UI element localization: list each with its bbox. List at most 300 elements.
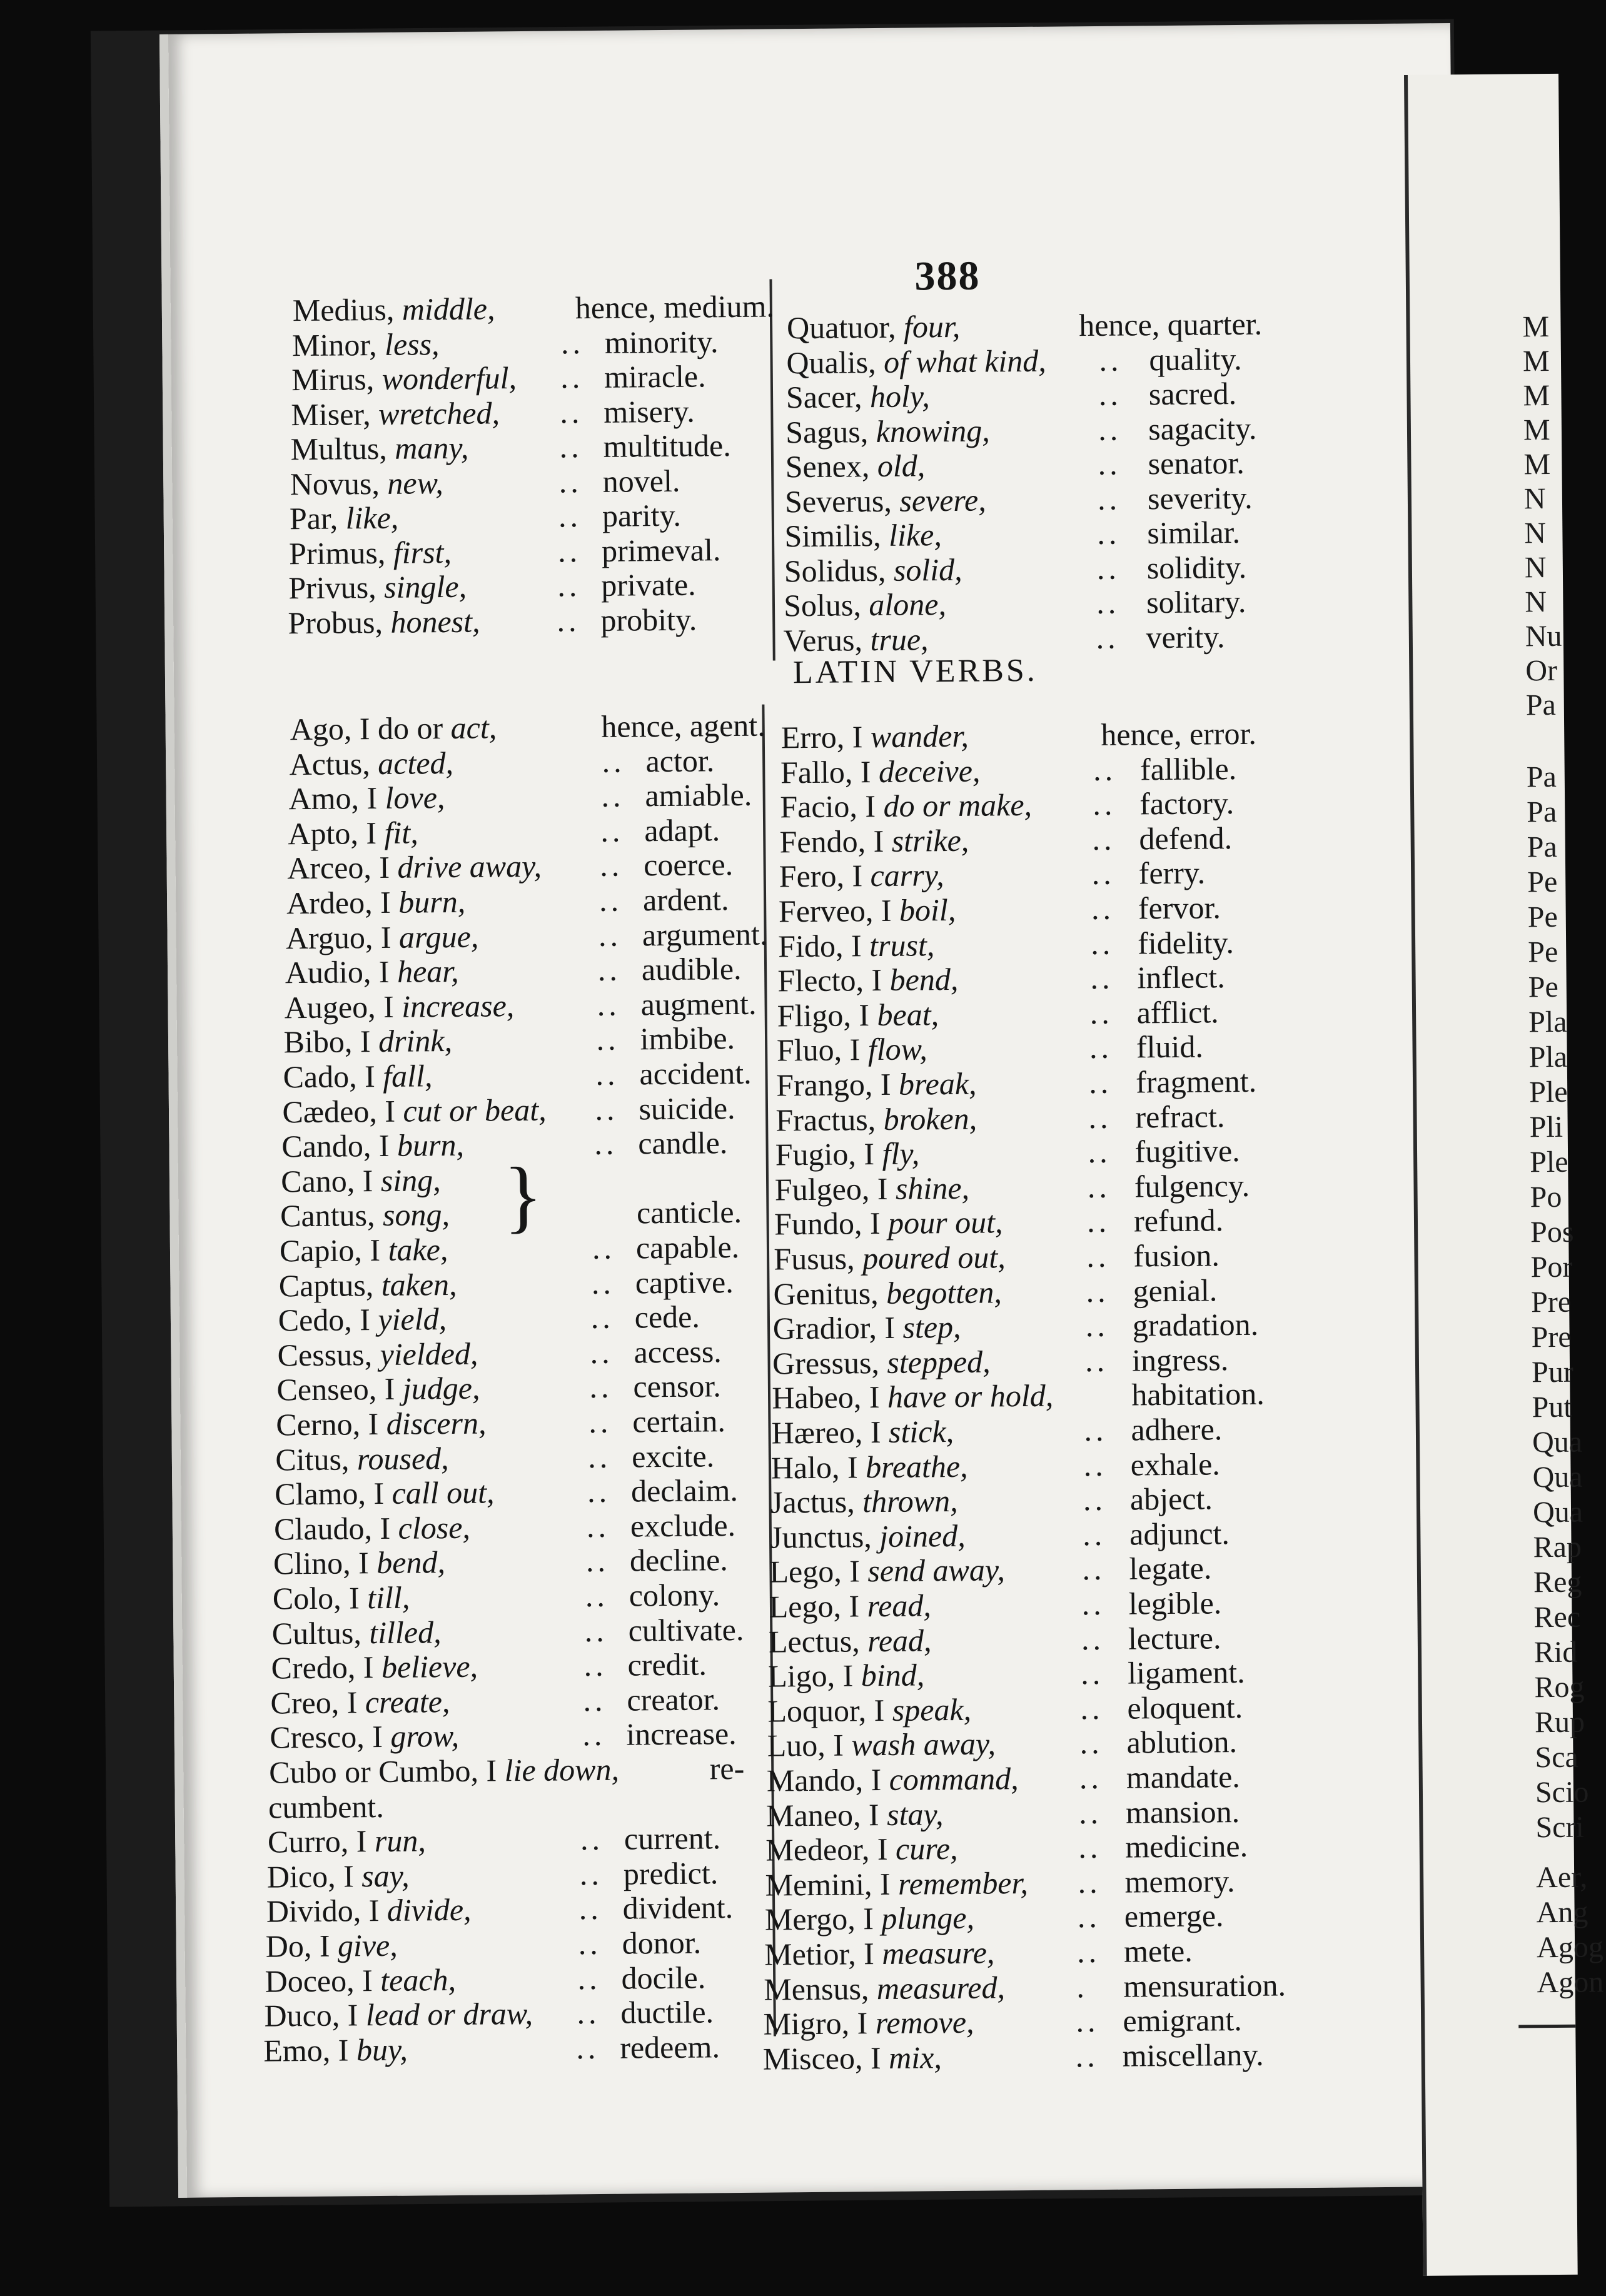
- english-gloss: remember,: [897, 1865, 1029, 1901]
- dictionary-entry: [269, 1751, 744, 1790]
- leader-dots: ..: [599, 847, 624, 884]
- english-gloss: less,: [384, 326, 440, 362]
- dictionary-entry: [764, 1966, 1286, 2007]
- dictionary-entry: [777, 959, 1253, 999]
- english-gloss: stepped,: [887, 1344, 991, 1380]
- entry-word: [286, 884, 466, 920]
- latin-head: Emo, I: [263, 2032, 349, 2068]
- entry-word: [265, 1962, 456, 1999]
- english-gloss: wonderful,: [381, 360, 517, 396]
- leader-dots: ..: [592, 1230, 616, 1266]
- dictionary-entry: [278, 1299, 754, 1338]
- english-derivative: misery.: [604, 393, 695, 430]
- latin-head: Bibo, I: [283, 1024, 371, 1060]
- english-gloss: flow,: [867, 1031, 927, 1067]
- english-gloss: acted,: [377, 745, 454, 781]
- english-gloss: many,: [395, 430, 469, 466]
- english-gloss: discern,: [386, 1405, 487, 1441]
- leader-dots: ..: [583, 1682, 607, 1718]
- entry-word: [286, 919, 479, 955]
- latin-head: Gradior, I: [772, 1310, 896, 1346]
- leader-dots: ..: [559, 429, 583, 465]
- english-derivative: mansion.: [1125, 1793, 1240, 1830]
- english-derivative: ingress.: [1131, 1341, 1229, 1378]
- dictionary-entry: [265, 1925, 740, 1964]
- english-derivative: medicine.: [1125, 1828, 1248, 1865]
- leader-dots: ..: [1075, 2038, 1099, 2074]
- latin-head: Mergo, I: [764, 1901, 874, 1938]
- dictionary-entry: [764, 1933, 1240, 1972]
- english-derivative: credit.: [627, 1646, 707, 1683]
- dictionary-entry: [777, 1029, 1252, 1068]
- leader-dots: .: [1076, 1968, 1089, 2004]
- leader-dots: ..: [1098, 411, 1122, 447]
- leader-dots: ..: [1078, 1795, 1103, 1830]
- leader-dots: ..: [1082, 1516, 1106, 1553]
- latin-head: Creo, I: [270, 1684, 358, 1721]
- english-gloss: remove,: [875, 2004, 974, 2041]
- dictionary-entry: [270, 1681, 745, 1721]
- dictionary-entry: [779, 855, 1255, 894]
- english-derivative: miscellany.: [1122, 2037, 1264, 2073]
- english-gloss: wash away,: [851, 1726, 996, 1763]
- latin-head: Lego, I: [769, 1588, 860, 1624]
- latin-head: Fugio, I: [775, 1136, 875, 1172]
- facing-page-fragment: Ang: [1536, 1895, 1588, 1930]
- english-derivative: fidelity.: [1137, 924, 1235, 960]
- facing-page-fragment: N: [1524, 551, 1547, 585]
- latin-head: Novus,: [290, 465, 380, 501]
- english-gloss: judge,: [402, 1371, 480, 1407]
- section-heading: LATIN VERBS.: [792, 652, 1038, 691]
- leader-dots: ..: [591, 1265, 615, 1301]
- facing-page-fragment: Scio: [1535, 1775, 1589, 1810]
- entry-word: [767, 1692, 971, 1729]
- dictionary-entry: [786, 376, 1261, 415]
- book-page: [159, 23, 1469, 2198]
- latin-head: Fulgeo, I: [774, 1171, 888, 1207]
- entry-word: [764, 1935, 995, 1971]
- english-derivative: accident.: [639, 1055, 752, 1092]
- dictionary-entry: [785, 410, 1261, 450]
- entry-word: [767, 1761, 1019, 1798]
- dictionary-entry: [287, 847, 762, 886]
- dictionary-entry: [772, 1306, 1259, 1346]
- entry-word: [283, 1058, 432, 1094]
- leader-dots: ..: [583, 1648, 607, 1683]
- facing-page-fragment: Scri: [1535, 1810, 1585, 1845]
- english-derivative: ablution.: [1126, 1724, 1238, 1760]
- leader-dots: ..: [1090, 925, 1114, 961]
- english-gloss: love,: [385, 780, 445, 816]
- entry-word: [765, 1900, 975, 1937]
- entry-word: [779, 823, 969, 860]
- dictionary-entry: [285, 985, 760, 1025]
- dictionary-entry: [282, 1090, 757, 1129]
- english-derivative: canticle.: [636, 1194, 742, 1231]
- latin-head: Cædeo, I: [282, 1093, 396, 1129]
- english-gloss: trust,: [869, 927, 935, 963]
- dictionary-entry: [766, 1794, 1241, 1833]
- dictionary-entry: [770, 1481, 1246, 1520]
- latin-head: Facio, I: [780, 788, 876, 825]
- leader-dots: ..: [598, 882, 623, 918]
- latin-head: Memini, I: [765, 1866, 891, 1903]
- dictionary-entry: [288, 601, 769, 640]
- leader-dots: ..: [585, 1578, 609, 1614]
- english-derivative: refract.: [1135, 1098, 1225, 1135]
- english-derivative: adapt.: [644, 812, 720, 848]
- english-derivative: candle.: [638, 1125, 728, 1161]
- latin-head: Qualis,: [786, 344, 876, 380]
- dictionary-entry: [290, 708, 765, 747]
- entry-word: [275, 1475, 495, 1512]
- english-derivative: capable.: [635, 1229, 740, 1266]
- english-derivative: predict.: [623, 1855, 719, 1891]
- facing-page-fragment: N: [1523, 482, 1546, 516]
- dictionary-entry: [268, 1786, 744, 1825]
- latin-head: Gressus,: [772, 1344, 880, 1381]
- english-gloss: like,: [345, 500, 399, 536]
- english-derivative: parity.: [602, 497, 682, 533]
- dictionary-entry: [276, 1403, 751, 1443]
- english-derivative: fluid.: [1136, 1029, 1204, 1065]
- leader-dots: ..: [1080, 1690, 1104, 1726]
- dictionary-entry: [289, 742, 764, 782]
- english-gloss: argue,: [398, 919, 479, 955]
- entry-word: [784, 587, 946, 623]
- entry-word: [279, 1267, 457, 1303]
- entry-word: [770, 1483, 958, 1520]
- english-gloss: first,: [393, 534, 452, 570]
- english-gloss: call out,: [391, 1474, 495, 1511]
- english-derivative: exhale.: [1130, 1446, 1220, 1483]
- dictionary-entry: [780, 785, 1255, 825]
- dictionary-entry: [780, 750, 1256, 790]
- latin-head: Arceo, I: [286, 850, 390, 886]
- english-gloss: song,: [382, 1197, 450, 1233]
- entry-word: [263, 2032, 408, 2068]
- dictionary-entry: [265, 1960, 740, 1999]
- leader-dots: ..: [1079, 1760, 1103, 1796]
- english-derivative: probity.: [600, 602, 697, 638]
- english-gloss: wander,: [870, 718, 969, 755]
- entry-word: [288, 569, 467, 605]
- entry-word: [779, 892, 956, 929]
- dictionary-entry: [775, 1133, 1250, 1172]
- latin-head: Lego, I: [769, 1553, 861, 1589]
- english-derivative: fragment.: [1135, 1063, 1257, 1100]
- english-derivative: abject.: [1129, 1481, 1213, 1517]
- english-gloss: fly,: [882, 1135, 920, 1172]
- english-derivative: afflict.: [1136, 994, 1219, 1030]
- latin-head: Similis,: [784, 517, 881, 554]
- dictionary-entry: [783, 618, 1258, 658]
- english-gloss: deceive,: [878, 753, 981, 789]
- facing-page-fragment: M: [1522, 310, 1550, 344]
- entry-word: [775, 1171, 970, 1207]
- english-derivative: fugitive.: [1134, 1133, 1240, 1169]
- dictionary-entry: [271, 1611, 747, 1651]
- english-gloss: single,: [383, 568, 467, 605]
- latin-head: Habeo, I: [772, 1379, 880, 1416]
- dictionary-entry: [270, 1716, 745, 1755]
- english-gloss: breathe,: [865, 1448, 968, 1484]
- leader-dots: ..: [585, 1543, 610, 1579]
- leader-dots: ..: [560, 325, 585, 360]
- entry-word: [769, 1623, 932, 1659]
- english-derivative: verity.: [1146, 618, 1225, 655]
- entry-word: [265, 1928, 398, 1964]
- english-gloss: send away,: [867, 1552, 1006, 1589]
- english-derivative: multitude.: [603, 428, 731, 464]
- english-derivative: memory.: [1124, 1863, 1235, 1900]
- english-derivative: colony.: [629, 1577, 720, 1613]
- leader-dots: ..: [582, 1717, 606, 1753]
- entry-word: [768, 1658, 924, 1694]
- leader-dots: ..: [1091, 890, 1115, 927]
- english-gloss: read,: [867, 1588, 932, 1624]
- dictionary-entry: [275, 1438, 750, 1477]
- english-gloss: act,: [450, 710, 497, 745]
- entry-word: [767, 1726, 996, 1763]
- dictionary-entry: [268, 1820, 743, 1860]
- english-derivative: actor.: [645, 742, 715, 778]
- dictionary-entry: [769, 1620, 1244, 1659]
- latin-head: Cado, I: [283, 1059, 375, 1095]
- leader-dots: ..: [597, 952, 622, 988]
- latin-head: Solidus,: [784, 552, 886, 588]
- english-gloss: take,: [388, 1232, 448, 1267]
- english-gloss: new,: [387, 465, 443, 501]
- leader-dots: ..: [1081, 1621, 1105, 1656]
- dictionary-entry: [772, 1342, 1248, 1381]
- english-derivative: hence, agent.: [601, 707, 765, 744]
- latin-head: Primus,: [288, 535, 386, 571]
- latin-head: Halo, I: [770, 1449, 858, 1486]
- facing-page-fragment: Ple: [1528, 1075, 1568, 1109]
- leader-dots: ..: [1089, 995, 1113, 1030]
- english-gloss: believe,: [381, 1648, 478, 1685]
- entry-word: [777, 1032, 927, 1068]
- english-gloss: begotten,: [886, 1274, 1002, 1311]
- facing-page-fragment: Pe: [1528, 935, 1558, 969]
- dictionary-entry: [279, 1264, 754, 1303]
- dictionary-entry: [276, 1368, 752, 1407]
- dictionary-entry: [784, 515, 1260, 554]
- dictionary-entry: [290, 427, 772, 466]
- latin-head: Solus,: [783, 587, 862, 623]
- latin-head: Verus,: [783, 622, 863, 658]
- english-derivative: captive.: [635, 1264, 734, 1301]
- english-derivative: defend.: [1139, 820, 1233, 857]
- entry-word: [770, 1518, 966, 1555]
- entry-word: [289, 745, 453, 782]
- facing-page-fragment: Qua: [1532, 1425, 1583, 1459]
- entry-word: [771, 1448, 968, 1485]
- facing-page-fragment: Agog: [1536, 1930, 1604, 1965]
- leader-dots: ..: [588, 1439, 612, 1474]
- entry-word: [288, 603, 480, 640]
- facing-page-fragment: Pe: [1527, 900, 1558, 934]
- latin-head: Mando, I: [766, 1762, 882, 1798]
- latin-head: Arguo, I: [285, 919, 391, 955]
- latin-head: Censeo, I: [276, 1371, 395, 1407]
- entry-word: [774, 1239, 1006, 1276]
- dictionary-entry: [784, 549, 1260, 588]
- english-derivative: ardent.: [642, 882, 729, 918]
- latin-head: Cessus,: [277, 1336, 373, 1373]
- english-gloss: stay,: [886, 1796, 944, 1832]
- latin-head: Credo, I: [271, 1649, 374, 1686]
- latin-head: Miser,: [291, 396, 371, 432]
- latin-head: Luo, I: [767, 1727, 844, 1764]
- latin-head: Senex,: [785, 448, 870, 485]
- dictionary-entry: [767, 1689, 1243, 1729]
- entry-word: [775, 1100, 977, 1137]
- leader-dots: ..: [1084, 1412, 1108, 1448]
- english-derivative: audible.: [641, 951, 742, 987]
- latin-head: Minor,: [291, 326, 377, 363]
- latin-head: Cando, I: [281, 1128, 390, 1164]
- facing-page-fragment: Ple: [1529, 1145, 1568, 1179]
- leader-dots: ..: [1088, 1099, 1112, 1135]
- english-gloss: cure,: [895, 1831, 958, 1867]
- dictionary-entry: [778, 924, 1253, 964]
- entry-word: [773, 1274, 1002, 1311]
- english-gloss: read,: [867, 1622, 932, 1658]
- entry-word: [288, 815, 418, 851]
- dictionary-entry: [288, 566, 770, 606]
- facing-page-fragment: Or: [1525, 653, 1558, 688]
- leader-dots: ..: [1082, 1551, 1106, 1587]
- entry-word: [774, 1205, 1003, 1242]
- english-derivative: emerge.: [1124, 1898, 1224, 1935]
- leader-dots: ..: [558, 463, 583, 499]
- english-derivative: donor.: [622, 1925, 702, 1961]
- latin-head: Probus,: [288, 604, 383, 640]
- leader-dots: ..: [601, 778, 625, 814]
- english-derivative: censor.: [633, 1368, 721, 1404]
- facing-page-fragment: Pe: [1527, 865, 1558, 899]
- leader-dots: ..: [1086, 1238, 1110, 1274]
- latin-head: Fero, I: [779, 858, 863, 894]
- entry-word: [270, 1684, 450, 1721]
- latin-head: Mensus,: [764, 1970, 869, 2007]
- latin-head: Claudo, I: [273, 1510, 391, 1547]
- english-derivative: ferry.: [1138, 855, 1206, 891]
- latin-head: Cubo or Cumbo, I: [269, 1753, 497, 1790]
- english-derivative: primeval.: [601, 531, 721, 568]
- facing-page-fragment: M: [1523, 378, 1550, 413]
- english-gloss: step,: [902, 1309, 961, 1345]
- facing-page-fragment: Pa: [1527, 795, 1557, 829]
- latin-head: Apto, I: [288, 815, 377, 852]
- english-gloss: say,: [361, 1858, 410, 1894]
- english-derivative: ligament.: [1127, 1654, 1245, 1691]
- english-gloss: break,: [898, 1065, 977, 1102]
- facing-page-fragment: Pla: [1528, 1040, 1568, 1074]
- entry-word: [786, 343, 1046, 380]
- dictionary-entry: [273, 1577, 748, 1616]
- facing-page-fragment: M: [1523, 413, 1550, 447]
- facing-page-fragment: M: [1523, 447, 1551, 481]
- latin-head: Multus,: [290, 430, 388, 467]
- latin-head: Augeo, I: [284, 989, 394, 1025]
- dictionary-entry: [765, 1828, 1248, 1868]
- english-gloss: shine,: [895, 1170, 970, 1206]
- english-gloss: drink,: [378, 1023, 453, 1059]
- entry-word: [765, 1865, 1028, 1903]
- english-gloss: have or hold,: [887, 1378, 1054, 1415]
- latin-head: Fractus,: [775, 1101, 876, 1138]
- english-gloss: honest,: [390, 603, 480, 640]
- english-gloss: bend,: [376, 1544, 446, 1581]
- english-derivative: similar.: [1147, 514, 1241, 551]
- dictionary-entry: [267, 1855, 742, 1895]
- dictionary-entry: [769, 1585, 1244, 1624]
- latin-head: Metior, I: [764, 1936, 875, 1972]
- english-gloss: burn,: [396, 1127, 465, 1163]
- entry-word: [290, 430, 468, 466]
- leader-dots: ..: [578, 1891, 603, 1926]
- leader-dots: ..: [1079, 1725, 1103, 1761]
- english-gloss: taken,: [381, 1266, 457, 1302]
- latin-head: Quatuor,: [786, 309, 896, 346]
- english-derivative: declaim.: [630, 1473, 739, 1509]
- leader-dots: ..: [596, 1022, 620, 1057]
- english-derivative: lecture.: [1128, 1619, 1221, 1656]
- english-derivative: access.: [634, 1334, 722, 1370]
- leader-dots: ..: [1076, 2003, 1099, 2039]
- latin-head: Ligo, I: [767, 1658, 854, 1694]
- entry-word: [779, 857, 944, 894]
- dictionary-entry: [771, 1411, 1246, 1451]
- grouping-brace: }: [503, 1151, 543, 1242]
- leader-dots: ..: [579, 1856, 604, 1892]
- latin-head: Maneo, I: [765, 1796, 879, 1833]
- english-derivative: argument.: [642, 916, 768, 952]
- latin-head: Hæreo, I: [771, 1414, 881, 1451]
- latin-head: Mirus,: [291, 361, 375, 398]
- english-gloss: holy,: [869, 378, 931, 415]
- latin-head: Audio, I: [285, 954, 390, 990]
- english-gloss: give,: [337, 1927, 398, 1963]
- dictionary-entry: [768, 1654, 1243, 1694]
- latin-head: Citus,: [275, 1441, 350, 1478]
- entry-word: [290, 500, 399, 536]
- english-derivative: amiable.: [645, 777, 752, 813]
- entry-word: [773, 1309, 961, 1346]
- latin-head: Sacer,: [785, 379, 862, 415]
- facing-page-fragment: Po: [1530, 1180, 1562, 1214]
- leader-dots: ..: [588, 1404, 612, 1440]
- leader-dots: ..: [1086, 1204, 1111, 1239]
- latin-head: Cultus,: [271, 1614, 362, 1651]
- leader-dots: ..: [586, 1508, 610, 1544]
- dictionary-entry: [283, 1055, 758, 1095]
- entry-word: [291, 395, 500, 432]
- facing-page-fragment: Por: [1530, 1250, 1573, 1284]
- dictionary-entry: [773, 1272, 1248, 1311]
- entry-word: [291, 360, 517, 397]
- entry-word: [285, 988, 515, 1025]
- facing-page-fragment: Agon: [1537, 1965, 1604, 2000]
- english-gloss: lie down,: [504, 1751, 620, 1788]
- facing-page-fragment: Pos: [1530, 1215, 1574, 1249]
- dictionary-entry: [767, 1724, 1242, 1763]
- latin-head: Doceo, I: [265, 1962, 373, 1999]
